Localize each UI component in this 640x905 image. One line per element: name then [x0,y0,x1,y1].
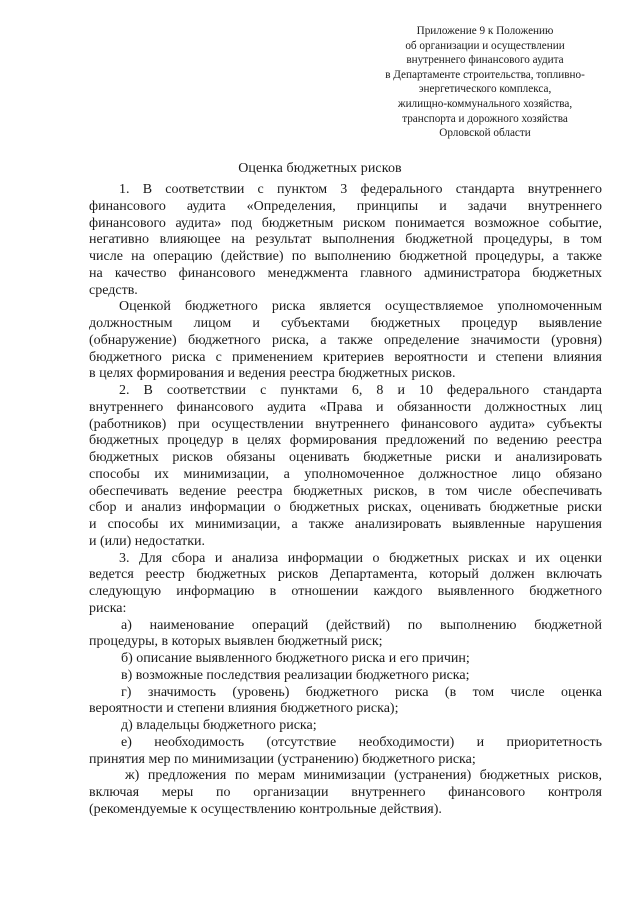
text-line: следующую информацию в отношении каждого выявленного бюджетного [89,584,602,599]
text-line: в целях формирования и ведения реестра бюджетных рисков. [89,366,456,382]
text-line: сбор и анализ информации о бюджетных рисках, оценивать бюджетные риски [89,500,602,516]
text-line: Оценкой бюджетного риска является осуществляемое уполномоченным [119,299,602,315]
text-line: на качество финансового менеджмента главного администратора бюджетных [89,265,602,281]
annex-header [360,24,610,141]
list-item-line: вероятности и степени влияния бюджетного риска); [89,701,399,717]
text-line: и (или) недостатки. [89,533,206,549]
document-title: Оценка бюджетных рисков [238,161,402,176]
text-line: бюджетного риска с применением критериев вероятности и степени влияния [89,349,602,365]
annex-line: жилищно-коммунального хозяйства, [397,97,573,110]
annex-line: Орловской области [439,127,531,140]
document-body [89,182,602,819]
text-line: ведется реестр бюджетных рисков Департамента, который должен включать [89,567,602,583]
list-item-line: б) описание выявленного бюджетного риска и его причин; [121,651,470,666]
text-line: (работников) при осуществлении внутреннего финансового аудита» субъекты [89,416,602,432]
annex-line: Приложение 9 к Положению [416,25,554,37]
list-item-line: в) возможные последствия реализации бюджетного риска; [121,667,470,683]
text-line: 2. В соответствии с пунктами 6, 8 и 10 федерального стандарта [119,383,602,398]
text-line: бюджетных рисков обязаны оценивать бюджетные риски и анализировать [89,450,602,465]
annex-line: внутреннего финансового аудита [406,54,564,67]
annex-line: энергетического комплекса, [418,83,552,96]
list-item-line: принятия мер по минимизации (устранению) бюджетного риска; [89,751,476,767]
text-line: должностным лицом и субъектами бюджетных процедур выявление [89,316,602,331]
annex-line: в Департаменте строительства, топливно- [385,68,585,81]
text-line: 1. В соответствии с пунктом 3 федерального стандарта внутреннего [119,182,602,197]
text-line: числе на операцию (действие) по выполнению бюджетной процедуры, а также [89,249,602,264]
annex-line: транспорта и дорожного хозяйства [402,112,568,125]
list-item-line: ж) предложения по мерам минимизации (устранения) бюджетных рисков, [125,768,602,784]
list-item-line: (рекомендуемые к осуществлению контрольные действия). [89,801,442,817]
text-line: обеспечивать ведение реестра бюджетных рисков, в том числе обеспечивать [89,483,602,499]
list-item-line: а) наименование операций (действий) по выполнению бюджетной [121,617,602,633]
text-line: внутреннего финансового аудита «Права и обязанности должностных лиц [89,399,602,415]
text-line: средств. [89,282,138,298]
list-item-line: г) значимость (уровень) бюджетного риска (в том числе оценка [121,684,602,700]
list-item-line: е) необходимость (отсутствие необходимости) и приоритетность [121,734,602,750]
text-line: бюджетных процедур в целях формирования предложений по ведению реестра [89,433,602,449]
text-line: финансового аудита «Определения, принципы и задачи внутреннего [89,198,602,214]
list-item-line: д) владельцы бюджетного риска; [121,718,317,733]
text-line: (обнаружение) бюджетного риска, а также определение значимости (уровня) [89,332,602,348]
text-line: 3. Для сбора и анализа информации о бюджетных рисках и их оценки [119,550,602,566]
text-line: способы их минимизации, а уполномоченное должностное лицо обязано [89,466,602,482]
list-item-line: процедуры, в которых выявлен бюджетный риск; [89,634,383,650]
annex-line: об организации и осуществлении [405,39,565,52]
text-line: негативно влияющее на результат выполнения бюджетной процедуры, в том [89,232,602,248]
text-line: риска: [89,600,127,616]
text-line: и способы их минимизации, а также анализировать выявленные нарушения [89,517,602,532]
text-line: финансового аудита» под бюджетным риском понимается возможное событие, [89,215,602,231]
list-item-line: включая меры по организации внутреннего финансового контроля [89,785,602,800]
